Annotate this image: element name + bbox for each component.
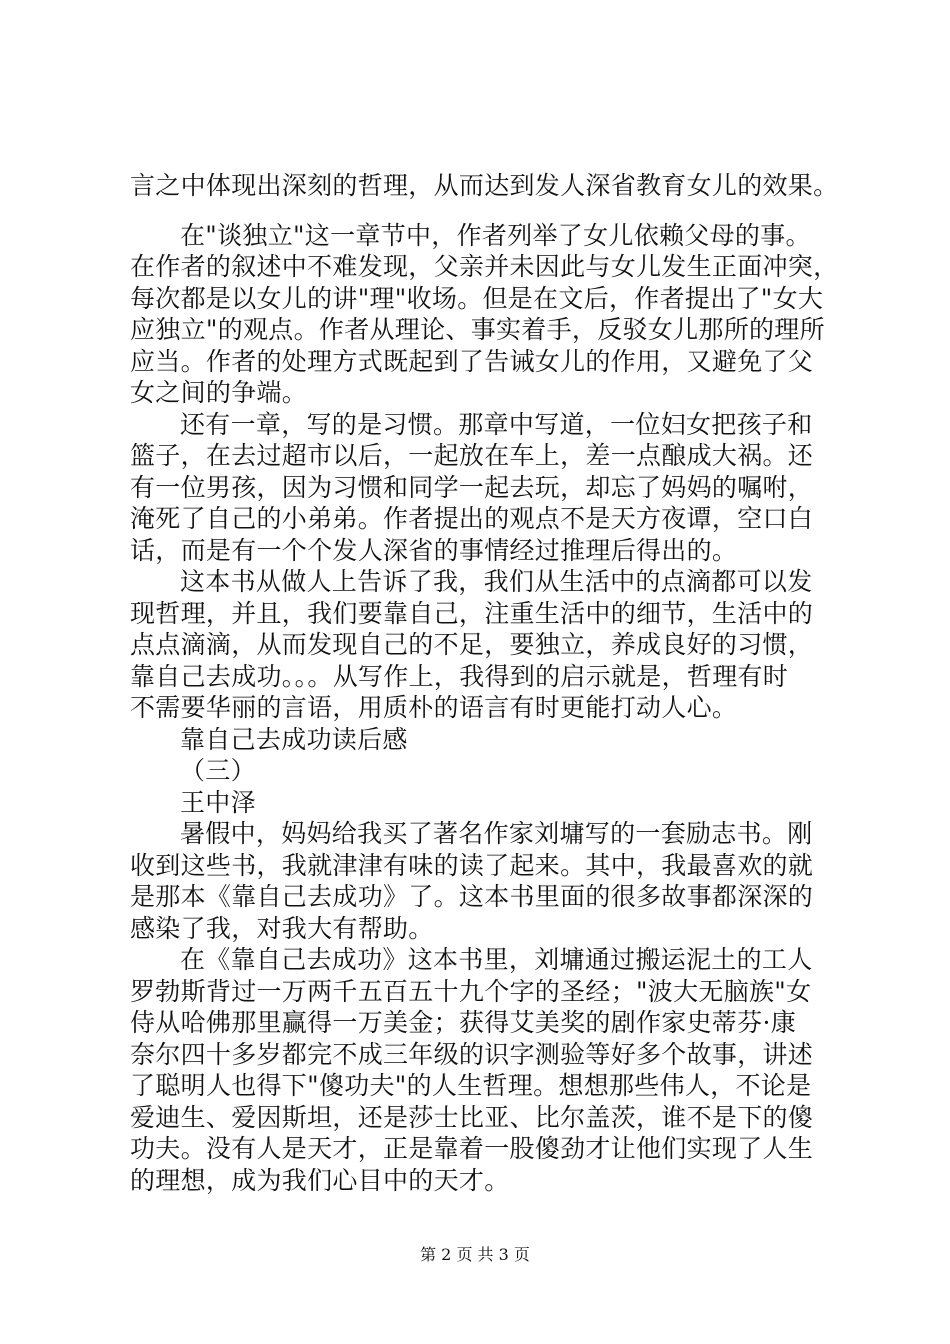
paragraph-gap bbox=[130, 202, 830, 220]
text-line: 每次都是以女儿的讲"理"收场。但是在文后，作者提出了"女大 bbox=[130, 283, 824, 313]
text-line: 的理想，成为我们心目中的天才。 bbox=[130, 1165, 510, 1195]
text-line: 爱迪生、爱因斯坦，还是莎士比亚、比尔盖茨，谁不是下的傻 bbox=[130, 1102, 814, 1132]
text-line: 是那本《靠自己去成功》了。这本书里面的很多故事都深深的 bbox=[130, 882, 814, 911]
author-name: 王中泽 bbox=[180, 787, 256, 817]
text-line: 应独立"的观点。作者从理论、事实着手，反驳女儿那所的理所 bbox=[130, 315, 825, 344]
text-line: 在作者的叙述中不难发现，父亲并未因此与女儿发生正面冲突， bbox=[130, 252, 839, 281]
text-line: 这本书从做人上告诉了我，我们从生活中的点滴都可以发 bbox=[180, 567, 813, 596]
text-line: 了聪明人也得下"傻功夫"的人生哲理。想想那些伟人，不论是 bbox=[130, 1071, 812, 1100]
text-line: 点点滴滴，从而发现自己的不足，要独立，养成良好的习惯， bbox=[130, 630, 814, 659]
text-line: 现哲理，并且，我们要靠自己，注重生活中的细节，生活中的 bbox=[130, 598, 814, 628]
section-title: 靠自己去成功读后感 bbox=[180, 724, 408, 754]
page-footer: 第 2 页 共 3 页 bbox=[420, 1245, 530, 1264]
text-line: 罗勃斯背过一万两千五百五十九个字的圣经；"波大无脑族"女 bbox=[130, 976, 812, 1006]
text-line: 有一位男孩，因为习惯和同学一起去玩，却忘了妈妈的嘱咐， bbox=[130, 472, 814, 502]
text-line: 言之中体现出深刻的哲理，从而达到发人深省教育女儿的效果。 bbox=[130, 171, 839, 200]
text-line: 功夫。没有人是天才，正是靠着一股傻劲才让他们实现了人生 bbox=[130, 1134, 814, 1163]
text-line: 淹死了自己的小弟弟。作者提出的观点不是天方夜谭，空口白 bbox=[130, 504, 814, 533]
text-line: 在《靠自己去成功》这本书里，刘墉通过搬运泥土的工人 bbox=[180, 945, 813, 974]
text-line: 收到这些书，我就津津有味的读了起来。其中，我最喜欢的就 bbox=[130, 850, 814, 880]
text-line: 还有一章，写的是习惯。那章中写道，一位妇女把孩子和 bbox=[180, 409, 813, 439]
text-line: 不需要华丽的言语，用质朴的语言有时更能打动人心。 bbox=[130, 693, 738, 722]
text-line: 篮子，在去过超市以后，一起放在车上，差一点酿成大祸。还 bbox=[130, 441, 814, 470]
document-body bbox=[130, 170, 839, 1196]
text-line: 奈尔四十多岁都完不成三年级的识字测验等好多个故事，讲述 bbox=[130, 1039, 814, 1069]
text-line: 女之间的争端。 bbox=[130, 378, 308, 407]
text-line: 话，而是有一个个发人深省的事情经过推理后得出的。 bbox=[130, 535, 738, 565]
section-number: （三） bbox=[180, 756, 256, 785]
text-line: 感染了我，对我大有帮助。 bbox=[130, 913, 434, 943]
text-line: 靠自己去成功。。。从写作上，我得到的启示就是，哲理有时 bbox=[130, 661, 789, 691]
text-line: 侍从哈佛那里赢得一万美金；获得艾美奖的剧作家史蒂芬·康 bbox=[130, 1008, 797, 1037]
text-line: 应当。作者的处理方式既起到了告诫女儿的作用，又避免了父 bbox=[130, 346, 814, 376]
text-line: 暑假中，妈妈给我买了著名作家刘墉写的一套励志书。刚 bbox=[180, 819, 813, 848]
text-line: 在"谈独立"这一章节中，作者列举了女儿依赖父母的事。 bbox=[180, 220, 811, 250]
